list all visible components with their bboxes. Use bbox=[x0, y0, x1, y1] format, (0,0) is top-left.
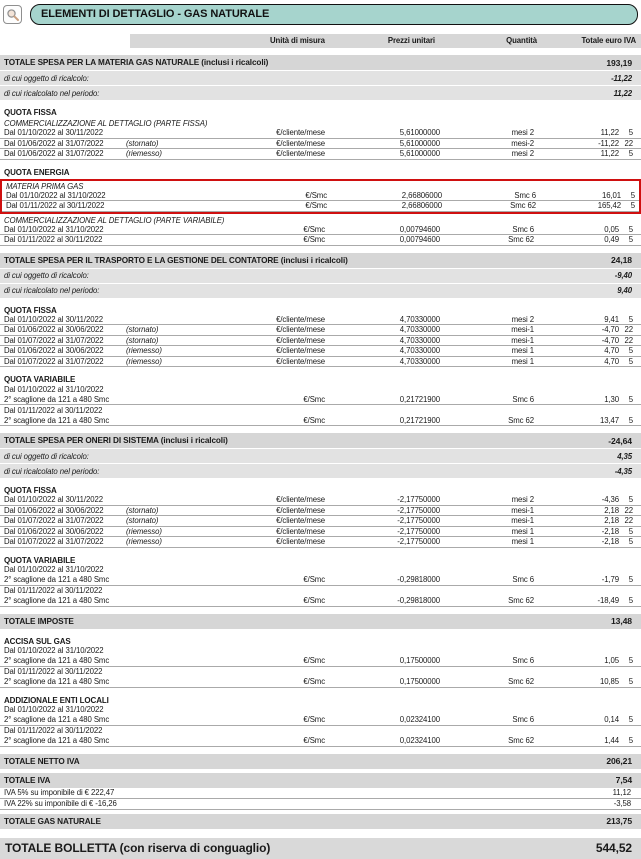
row-unit-price: 5,61000000 bbox=[399, 138, 440, 148]
row-vat-code: 5 bbox=[628, 656, 633, 666]
group-header: QUOTA VARIABILE bbox=[4, 375, 76, 384]
detail-table bbox=[0, 55, 641, 859]
row-unit-price: 4,70330000 bbox=[399, 314, 440, 324]
row-total: 4,70 bbox=[604, 346, 619, 356]
column-header-qty: Quantità bbox=[506, 36, 537, 45]
row-unit: €/cliente/mese bbox=[276, 138, 325, 148]
subrow-label: di cui oggetto di ricalcolo: bbox=[4, 451, 89, 461]
row-total: -11,22 bbox=[598, 138, 619, 148]
vat-detail-label: IVA 5% su imponibile di € 222,47 bbox=[4, 788, 115, 797]
row-unit: €/Smc bbox=[303, 596, 325, 606]
row-quantity: mesi 2 bbox=[511, 314, 534, 324]
charge-row bbox=[0, 416, 641, 427]
row-vat-code: 5 bbox=[628, 235, 633, 245]
row-vat-code: 5 bbox=[628, 415, 633, 425]
charge-row-group bbox=[0, 405, 641, 426]
row-total: 11,22 bbox=[600, 128, 619, 138]
row-unit-price: 2,66806000 bbox=[401, 201, 442, 211]
row-vat-code: 5 bbox=[628, 526, 633, 536]
row-unit: €/cliente/mese bbox=[276, 149, 325, 159]
row-period: Dal 01/07/2022 al 31/07/2022 bbox=[4, 335, 104, 345]
charge-row bbox=[0, 537, 641, 548]
row-unit: €/Smc bbox=[303, 656, 325, 666]
total-band-main bbox=[0, 55, 641, 70]
row-unit-price: 0,00794600 bbox=[399, 235, 440, 245]
group-header: QUOTA ENERGIA bbox=[4, 167, 70, 177]
top-bar bbox=[0, 0, 641, 27]
row-unit: €/Smc bbox=[305, 190, 327, 200]
row-quantity: Smc 62 bbox=[508, 235, 534, 245]
row-vat-code: 5 bbox=[628, 715, 633, 725]
row-total: 0,14 bbox=[604, 715, 619, 725]
row-total: 0,49 bbox=[604, 235, 619, 245]
total-band-subrow bbox=[0, 86, 641, 100]
row-unit-price: 5,61000000 bbox=[399, 149, 440, 159]
total-band-subrow bbox=[0, 464, 641, 478]
row-vat-code: 5 bbox=[628, 394, 633, 404]
row-total: 2,18 bbox=[604, 516, 619, 526]
vat-detail-label: IVA 22% su imponibile di € -16,26 bbox=[4, 799, 117, 808]
row-period: Dal 01/10/2022 al 31/10/2022 bbox=[4, 565, 104, 575]
group-header: ACCISA SUL GAS bbox=[4, 636, 71, 646]
row-total: 11,22 bbox=[600, 149, 619, 159]
total-band bbox=[0, 614, 641, 629]
row-note: (stornato) bbox=[126, 516, 159, 526]
total-band-main bbox=[0, 773, 641, 788]
total-band bbox=[0, 253, 641, 298]
row-vat-code: 22 bbox=[624, 505, 633, 515]
charge-row bbox=[0, 346, 641, 357]
charge-row bbox=[0, 575, 641, 586]
row-unit-price: 0,02324100 bbox=[399, 736, 440, 746]
charge-row bbox=[0, 128, 641, 139]
row-unit-price: 5,61000000 bbox=[399, 128, 440, 138]
charge-row bbox=[0, 506, 641, 517]
column-header-price: Prezzi unitari bbox=[387, 36, 435, 45]
row-total: 1,30 bbox=[604, 394, 619, 404]
row-total: -4,70 bbox=[601, 335, 619, 345]
group-header: QUOTA VARIABILE bbox=[4, 555, 76, 565]
row-total: 165,42 bbox=[597, 201, 621, 211]
row-vat-code: 5 bbox=[628, 346, 633, 356]
total-band-subrow bbox=[0, 284, 641, 298]
group-header: QUOTA FISSA bbox=[4, 486, 57, 495]
column-header-unit: Unità di misura bbox=[270, 36, 325, 45]
row-unit: €/Smc bbox=[303, 736, 325, 746]
subrow-value: -11,22 bbox=[611, 73, 632, 83]
row-unit-price: -2,17750000 bbox=[397, 526, 440, 536]
row-quantity: Smc 6 bbox=[512, 394, 534, 404]
row-period: Dal 01/11/2022 al 30/11/2022 bbox=[6, 201, 105, 211]
row-note: (riemesso) bbox=[126, 526, 162, 536]
subgroup-header: MATERIA PRIMA GAS bbox=[6, 181, 84, 191]
magnifier-icon[interactable] bbox=[3, 5, 22, 24]
charge-row bbox=[0, 315, 641, 326]
row-quantity: mesi 2 bbox=[511, 495, 534, 505]
subrow-label: di cui oggetto di ricalcolo: bbox=[4, 271, 89, 280]
row-unit: €/Smc bbox=[305, 201, 327, 211]
row-period: Dal 01/11/2022 al 30/11/2022 bbox=[4, 667, 103, 677]
row-period: Dal 01/06/2022 al 30/06/2022 bbox=[4, 325, 104, 335]
row-period: Dal 01/10/2022 al 30/11/2022 bbox=[4, 128, 103, 138]
total-band-label: TOTALE GAS NATURALE bbox=[4, 816, 101, 826]
row-quantity: mesi-1 bbox=[511, 516, 534, 526]
row-unit-price: 0,21721900 bbox=[399, 415, 440, 425]
row-quantity: Smc 62 bbox=[508, 415, 534, 425]
subrow-label: di cui ricalcolato nel periodo: bbox=[4, 286, 100, 295]
row-period: Dal 01/06/2022 al 30/06/2022 bbox=[4, 505, 104, 515]
charge-row-group bbox=[0, 384, 641, 405]
row-period: 2° scaglione da 121 a 480 Smc bbox=[4, 575, 110, 585]
row-total: -2,18 bbox=[601, 526, 619, 536]
row-quantity: mesi 1 bbox=[511, 537, 534, 547]
row-vat-code: 5 bbox=[628, 314, 633, 324]
row-unit: €/cliente/mese bbox=[276, 505, 325, 515]
row-quantity: mesi-2 bbox=[511, 138, 534, 148]
row-note: (stornato) bbox=[126, 138, 159, 148]
total-band-label: TOTALE SPESA PER IL TRASPORTO E LA GESTIONE DEL CONTATORE (inclusi i ricalcoli) bbox=[4, 255, 348, 265]
row-quantity: Smc 6 bbox=[512, 224, 534, 234]
total-band-value: 213,75 bbox=[606, 816, 632, 826]
subrow-value: -9,40 bbox=[614, 271, 632, 280]
total-band-value: 206,21 bbox=[606, 756, 632, 766]
charge-row bbox=[0, 527, 641, 538]
charge-row bbox=[0, 677, 641, 688]
row-vat-code: 5 bbox=[628, 495, 633, 505]
row-total: -18,49 bbox=[597, 596, 619, 606]
subrow-label: di cui ricalcolato nel periodo: bbox=[4, 466, 100, 476]
row-note: (riemesso) bbox=[126, 356, 162, 366]
subrow-value: 9,40 bbox=[617, 286, 632, 295]
row-unit-price: -0,29818000 bbox=[397, 575, 440, 585]
total-band-label: TOTALE NETTO IVA bbox=[4, 756, 80, 766]
row-unit: €/Smc bbox=[303, 677, 325, 687]
row-total: 2,18 bbox=[604, 505, 619, 515]
charge-row-group bbox=[0, 646, 641, 667]
row-unit-price: -2,17750000 bbox=[397, 505, 440, 515]
row-unit-price: 4,70330000 bbox=[399, 356, 440, 366]
row-total: 10,85 bbox=[599, 677, 619, 687]
row-unit: €/cliente/mese bbox=[276, 335, 325, 345]
charge-row bbox=[0, 495, 641, 506]
total-band-subrow bbox=[0, 71, 641, 85]
row-vat-code: 5 bbox=[630, 201, 635, 211]
charge-row bbox=[0, 596, 641, 607]
row-vat-code: 5 bbox=[628, 149, 633, 159]
row-vat-code: 5 bbox=[628, 537, 633, 547]
row-quantity: mesi 1 bbox=[511, 526, 534, 536]
row-period: Dal 01/07/2022 al 31/07/2022 bbox=[4, 356, 104, 366]
total-band-label: TOTALE SPESA PER ONERI DI SISTEMA (inclusi i ricalcoli) bbox=[4, 436, 228, 445]
row-total: -2,18 bbox=[601, 537, 619, 547]
row-total: -1,79 bbox=[601, 575, 619, 585]
charge-row bbox=[0, 516, 641, 527]
row-total: -4,36 bbox=[601, 495, 619, 505]
subrow-label: di cui oggetto di ricalcolo: bbox=[4, 73, 89, 83]
row-vat-code: 5 bbox=[628, 224, 633, 234]
row-quantity: Smc 62 bbox=[508, 736, 534, 746]
row-total: 13,47 bbox=[599, 415, 619, 425]
row-unit-price: 0,17500000 bbox=[399, 656, 440, 666]
row-period: Dal 01/06/2022 al 30/06/2022 bbox=[4, 346, 104, 356]
row-vat-code: 5 bbox=[628, 596, 633, 606]
total-band-main bbox=[0, 433, 641, 448]
charge-row bbox=[0, 357, 641, 368]
page-title: ELEMENTI DI DETTAGLIO - GAS NATURALE bbox=[30, 4, 638, 25]
subrow-value: -4,35 bbox=[614, 466, 632, 476]
total-band-main bbox=[0, 754, 641, 769]
row-unit: €/cliente/mese bbox=[276, 537, 325, 547]
row-vat-code: 5 bbox=[628, 356, 633, 366]
row-unit: €/cliente/mese bbox=[276, 495, 325, 505]
magnifier-glyph bbox=[6, 8, 20, 22]
row-unit-price: 0,02324100 bbox=[399, 715, 440, 725]
row-quantity: mesi 2 bbox=[511, 149, 534, 159]
grand-total-label: TOTALE BOLLETTA (con riserva di conguaglio) bbox=[5, 841, 271, 855]
row-vat-code: 22 bbox=[624, 516, 633, 526]
row-quantity: Smc 62 bbox=[510, 201, 536, 211]
row-quantity: mesi-1 bbox=[511, 505, 534, 515]
total-band-value: 7,54 bbox=[615, 775, 632, 785]
row-note: (riemesso) bbox=[126, 346, 162, 356]
group-header: ADDIZIONALE ENTI LOCALI bbox=[4, 695, 109, 705]
row-total: 1,05 bbox=[604, 656, 619, 666]
row-unit: €/cliente/mese bbox=[276, 325, 325, 335]
total-band-main bbox=[0, 814, 641, 829]
row-period: Dal 01/07/2022 al 31/07/2022 bbox=[4, 516, 104, 526]
total-band bbox=[0, 773, 641, 788]
vat-detail-row bbox=[0, 799, 641, 810]
group-header: QUOTA FISSA bbox=[4, 305, 57, 315]
highlighted-section bbox=[0, 179, 641, 214]
row-unit-price: 4,70330000 bbox=[399, 346, 440, 356]
row-unit: €/Smc bbox=[303, 394, 325, 404]
charge-row-group bbox=[0, 586, 641, 607]
row-vat-code: 5 bbox=[630, 190, 635, 200]
row-unit: €/Smc bbox=[303, 715, 325, 725]
row-period: 2° scaglione da 121 a 480 Smc bbox=[4, 677, 110, 687]
row-quantity: Smc 6 bbox=[514, 190, 536, 200]
row-period: 2° scaglione da 121 a 480 Smc bbox=[4, 596, 110, 606]
row-unit: €/cliente/mese bbox=[276, 526, 325, 536]
charge-row bbox=[0, 139, 641, 150]
row-note: (stornato) bbox=[126, 325, 159, 335]
row-period: Dal 01/11/2022 al 30/11/2022 bbox=[4, 586, 103, 596]
row-vat-code: 5 bbox=[628, 677, 633, 687]
charge-row bbox=[2, 191, 639, 202]
row-unit-price: -2,17750000 bbox=[397, 537, 440, 547]
column-header-total: Totale euro IVA bbox=[581, 36, 636, 45]
row-period: Dal 01/06/2022 al 30/06/2022 bbox=[4, 526, 104, 536]
charge-row bbox=[0, 656, 641, 667]
row-period: Dal 01/10/2022 al 31/10/2022 bbox=[6, 190, 106, 200]
row-quantity: Smc 62 bbox=[508, 677, 534, 687]
total-band-subrow bbox=[0, 269, 641, 283]
vat-detail-value: 11,12 bbox=[612, 788, 631, 797]
row-unit-price: 4,70330000 bbox=[399, 325, 440, 335]
row-note: (riemesso) bbox=[126, 537, 162, 547]
charge-row bbox=[2, 201, 639, 212]
grand-total-value: 544,52 bbox=[595, 841, 632, 855]
row-total: 16,01 bbox=[601, 190, 621, 200]
row-unit: €/cliente/mese bbox=[276, 346, 325, 356]
row-period: Dal 01/06/2022 al 31/07/2022 bbox=[4, 138, 104, 148]
row-vat-code: 22 bbox=[624, 138, 633, 148]
row-vat-code: 5 bbox=[628, 575, 633, 585]
total-band-label: TOTALE IVA bbox=[4, 775, 51, 785]
row-total: 4,70 bbox=[604, 356, 619, 366]
charge-row bbox=[0, 225, 641, 236]
row-total: 1,44 bbox=[604, 736, 619, 746]
row-unit-price: 2,66806000 bbox=[401, 190, 442, 200]
column-header-band bbox=[130, 34, 641, 48]
charge-row bbox=[0, 325, 641, 336]
grand-total-band bbox=[0, 838, 641, 859]
row-total: 0,05 bbox=[604, 224, 619, 234]
row-period: Dal 01/11/2022 al 30/11/2022 bbox=[4, 235, 103, 245]
total-band-main bbox=[0, 253, 641, 268]
row-quantity: mesi 1 bbox=[511, 356, 534, 366]
row-period: Dal 01/07/2022 al 31/07/2022 bbox=[4, 537, 104, 547]
total-band bbox=[0, 433, 641, 478]
row-unit: €/cliente/mese bbox=[276, 314, 325, 324]
row-note: (stornato) bbox=[126, 335, 159, 345]
row-unit-price: 0,21721900 bbox=[399, 394, 440, 404]
row-period: 2° scaglione da 121 a 480 Smc bbox=[4, 394, 110, 404]
charge-row-group bbox=[0, 667, 641, 688]
row-total: 9,41 bbox=[604, 314, 619, 324]
charge-row bbox=[0, 235, 641, 246]
row-quantity: mesi-1 bbox=[511, 335, 534, 345]
total-band bbox=[0, 754, 641, 769]
charge-row bbox=[0, 715, 641, 726]
row-period: Dal 01/10/2022 al 31/10/2022 bbox=[4, 646, 104, 656]
row-unit-price: 0,17500000 bbox=[399, 677, 440, 687]
row-unit-price: -2,17750000 bbox=[397, 495, 440, 505]
row-period: Dal 01/06/2022 al 31/07/2022 bbox=[4, 149, 104, 159]
total-band-value: -24,64 bbox=[608, 435, 632, 446]
total-band bbox=[0, 55, 641, 100]
row-period: 2° scaglione da 121 a 480 Smc bbox=[4, 415, 110, 425]
row-unit: €/cliente/mese bbox=[276, 128, 325, 138]
row-quantity: Smc 6 bbox=[512, 656, 534, 666]
row-period: 2° scaglione da 121 a 480 Smc bbox=[4, 715, 110, 725]
row-period: Dal 01/10/2022 al 30/11/2022 bbox=[4, 495, 103, 505]
row-unit: €/cliente/mese bbox=[276, 516, 325, 526]
row-quantity: mesi 1 bbox=[511, 346, 534, 356]
row-vat-code: 5 bbox=[628, 736, 633, 746]
row-unit: €/Smc bbox=[303, 575, 325, 585]
charge-row bbox=[0, 395, 641, 406]
row-unit-price: -0,29818000 bbox=[397, 596, 440, 606]
subgroup-header: COMMERCIALIZZAZIONE AL DETTAGLIO (PARTE VARIABILE) bbox=[4, 215, 225, 225]
row-quantity: mesi-1 bbox=[511, 325, 534, 335]
total-band-value: 193,19 bbox=[606, 57, 632, 68]
row-period: 2° scaglione da 121 a 480 Smc bbox=[4, 736, 110, 746]
row-unit: €/cliente/mese bbox=[276, 356, 325, 366]
charge-row bbox=[0, 736, 641, 747]
total-band-value: 13,48 bbox=[610, 616, 632, 626]
group-header: QUOTA FISSA bbox=[4, 108, 57, 117]
subgroup-header: COMMERCIALIZZAZIONE AL DETTAGLIO (PARTE FISSA) bbox=[4, 119, 208, 128]
row-quantity: Smc 62 bbox=[508, 596, 534, 606]
row-period: Dal 01/11/2022 al 30/11/2022 bbox=[4, 726, 103, 736]
row-unit-price: -2,17750000 bbox=[397, 516, 440, 526]
charge-row-group bbox=[0, 705, 641, 726]
row-quantity: mesi 2 bbox=[511, 128, 534, 138]
subrow-value: 4,35 bbox=[617, 451, 632, 461]
row-period: Dal 01/10/2022 al 31/10/2022 bbox=[4, 705, 104, 715]
row-unit: €/Smc bbox=[303, 415, 325, 425]
total-band-subrow bbox=[0, 449, 641, 463]
charge-row bbox=[0, 149, 641, 160]
total-band-value: 24,18 bbox=[610, 255, 632, 265]
row-vat-code: 5 bbox=[628, 128, 633, 138]
row-unit-price: 4,70330000 bbox=[399, 335, 440, 345]
total-band bbox=[0, 814, 641, 829]
row-vat-code: 22 bbox=[624, 325, 633, 335]
row-period: Dal 01/10/2022 al 30/11/2022 bbox=[4, 314, 103, 324]
row-total: -4,70 bbox=[601, 325, 619, 335]
row-unit-price: 0,00794600 bbox=[399, 224, 440, 234]
row-quantity: Smc 6 bbox=[512, 715, 534, 725]
row-period: 2° scaglione da 121 a 480 Smc bbox=[4, 656, 110, 666]
vat-detail-value: -3,58 bbox=[613, 799, 631, 808]
vat-detail-row bbox=[0, 788, 641, 799]
row-note: (riemesso) bbox=[126, 149, 162, 159]
charge-row bbox=[0, 336, 641, 347]
row-period: Dal 01/10/2022 al 31/10/2022 bbox=[4, 224, 104, 234]
total-band-label: TOTALE IMPOSTE bbox=[4, 616, 74, 626]
row-note: (stornato) bbox=[126, 505, 159, 515]
total-band-main bbox=[0, 614, 641, 629]
row-period: Dal 01/11/2022 al 30/11/2022 bbox=[4, 405, 103, 415]
charge-row-group bbox=[0, 726, 641, 747]
row-unit: €/Smc bbox=[303, 235, 325, 245]
charge-row-group bbox=[0, 565, 641, 586]
row-quantity: Smc 6 bbox=[512, 575, 534, 585]
total-band-label: TOTALE SPESA PER LA MATERIA GAS NATURALE (inclusi i ricalcoli) bbox=[4, 58, 269, 67]
subrow-label: di cui ricalcolato nel periodo: bbox=[4, 88, 100, 98]
row-vat-code: 22 bbox=[624, 335, 633, 345]
row-period: Dal 01/10/2022 al 31/10/2022 bbox=[4, 384, 104, 394]
row-unit: €/Smc bbox=[303, 224, 325, 234]
subrow-value: 11,22 bbox=[613, 88, 632, 98]
